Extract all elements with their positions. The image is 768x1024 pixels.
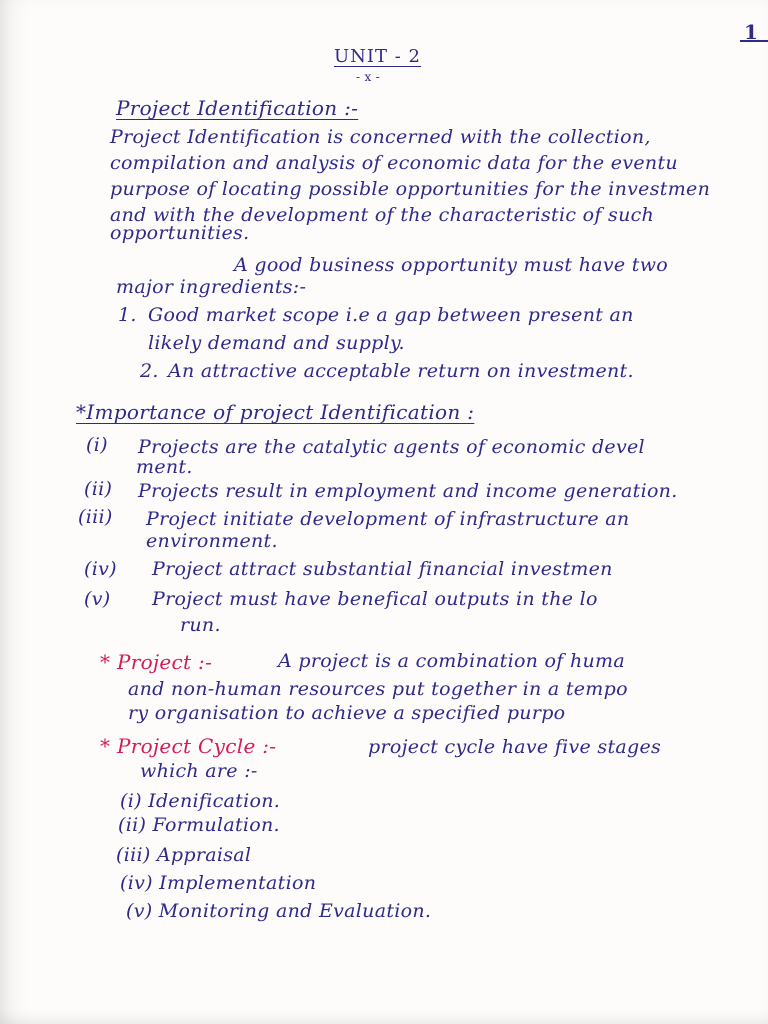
unit-title: UNIT - 2	[334, 46, 422, 67]
importance-5-line-1: Project must have benefical outputs in the lo	[152, 588, 598, 610]
cycle-stage-5: (v) Monitoring and Evaluation.	[126, 900, 432, 922]
cycle-stage-4: (iv) Implementation	[120, 872, 317, 894]
project-cycle-intro: project cycle have five stages	[368, 736, 662, 758]
ingredients-intro-line-1: A good business opportunity must have two	[234, 254, 669, 276]
definition-line-2: compilation and analysis of economic data for the eventu	[110, 152, 678, 174]
importance-1-line-1: Projects are the catalytic agents of economic devel	[138, 436, 645, 458]
project-cycle-intro-continued: which are :-	[140, 760, 258, 782]
importance-number-1: (i)	[86, 434, 108, 456]
importance-number-5: (v)	[84, 588, 111, 610]
ingredient-2-line-1: An attractive acceptable return on investment.	[168, 360, 634, 382]
cycle-stage-2: (ii) Formulation.	[118, 814, 280, 836]
project-cycle-label: * Project Cycle :-	[100, 734, 277, 758]
cycle-stage-3: (iii) Appraisal	[116, 844, 252, 866]
project-definition-line-3: ry organisation to achieve a specified purpo	[128, 702, 566, 724]
unit-title-decoration: - x -	[356, 70, 381, 84]
project-definition-label: * Project :-	[100, 650, 213, 674]
importance-number-2: (ii)	[84, 478, 113, 500]
importance-number-4: (iv)	[84, 558, 117, 580]
ingredient-number-2: 2.	[140, 360, 159, 382]
page-number: 1	[744, 20, 759, 44]
importance-3-line-2: environment.	[146, 530, 278, 552]
ingredient-1-line-2: likely demand and supply.	[148, 332, 405, 354]
importance-number-3: (iii)	[78, 506, 113, 528]
importance-heading: *Importance of project Identification :	[76, 400, 475, 424]
importance-4-line-1: Project attract substantial financial investmen	[152, 558, 613, 580]
ingredient-1-line-1: Good market scope i.e a gap between present an	[148, 304, 634, 326]
importance-5-line-2: run.	[180, 614, 221, 636]
definition-line-4: and with the development of the characteristic of such	[110, 204, 655, 226]
project-identification-heading: Project Identification :-	[116, 96, 359, 120]
importance-2-line-1: Projects result in employment and income generation.	[138, 480, 678, 502]
importance-1-line-2: ment.	[136, 456, 193, 478]
project-definition-line-1: A project is a combination of huma	[278, 650, 625, 672]
ingredient-number-1: 1.	[118, 304, 137, 326]
cycle-stage-1: (i) Idenification.	[120, 790, 281, 812]
importance-3-line-1: Project initiate development of infrastructure an	[146, 508, 630, 530]
definition-line-5: opportunities.	[110, 222, 250, 244]
definition-line-3: purpose of locating possible opportunities for the investmen	[110, 178, 711, 200]
definition-line-1: Project Identification is concerned with the collection,	[110, 126, 651, 148]
ingredients-intro-line-2: major ingredients:-	[116, 276, 307, 298]
project-definition-line-2: and non-human resources put together in a tempo	[128, 678, 628, 700]
